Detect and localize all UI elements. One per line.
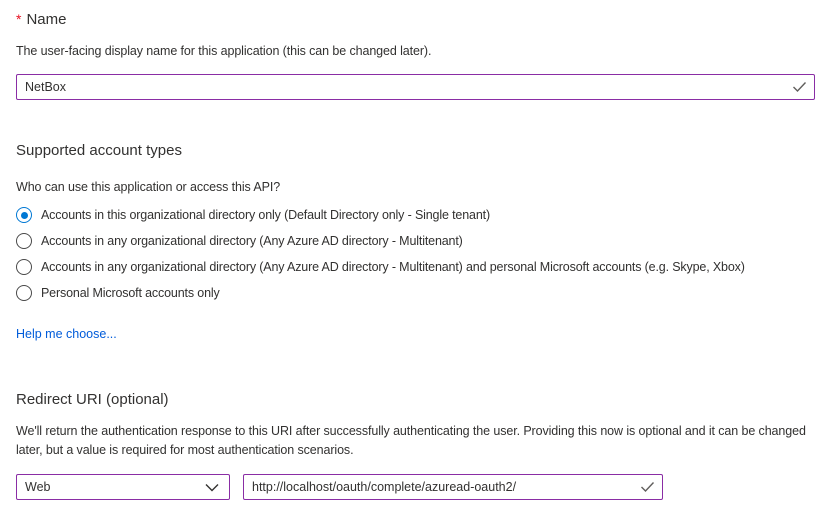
radio-option-label: Accounts in any organizational directory (Any Azure AD directory - Multitenant) and personal Microsoft accounts (e.g. Skype, Xbox) xyxy=(41,260,745,274)
redirect-uri-heading: Redirect URI (optional) xyxy=(16,391,169,408)
radio-option[interactable] xyxy=(16,254,745,280)
name-description: The user-facing display name for this application (this can be changed later). xyxy=(16,44,432,58)
redirect-uri-input-container xyxy=(243,474,663,500)
radio-button-icon[interactable] xyxy=(16,285,32,301)
checkmark-icon xyxy=(640,481,655,493)
name-section-title: Name xyxy=(26,11,67,28)
platform-select-value: Web xyxy=(25,480,51,494)
radio-option[interactable] xyxy=(16,280,220,306)
radio-option-label: Accounts in this organizational directory only (Default Directory only - Single tenant) xyxy=(41,208,490,222)
name-section-heading xyxy=(16,10,66,29)
radio-option[interactable] xyxy=(16,202,490,228)
required-asterisk: * xyxy=(16,11,22,27)
name-input[interactable] xyxy=(16,74,815,100)
account-types-heading: Supported account types xyxy=(16,142,182,159)
radio-button-icon[interactable] xyxy=(16,207,32,223)
radio-button-icon[interactable] xyxy=(16,233,32,249)
redirect-uri-input[interactable] xyxy=(243,474,663,500)
radio-option-label: Personal Microsoft accounts only xyxy=(41,286,220,300)
checkmark-icon xyxy=(792,81,807,93)
account-types-question: Who can use this application or access this API? xyxy=(16,180,281,194)
radio-option-label: Accounts in any organizational directory (Any Azure AD directory - Multitenant) xyxy=(41,234,463,248)
radio-option[interactable] xyxy=(16,228,463,254)
platform-select[interactable] xyxy=(16,474,230,500)
redirect-uri-description: We'll return the authentication response to this URI after successfully authenticating the user. Providing this now is optional and it can be changed later, but a value is required for most authentication scenarios. xyxy=(16,424,806,457)
name-input-container xyxy=(16,74,815,100)
help-me-choose-link[interactable]: Help me choose... xyxy=(16,327,117,341)
chevron-down-icon xyxy=(205,483,219,492)
radio-button-icon[interactable] xyxy=(16,259,32,275)
